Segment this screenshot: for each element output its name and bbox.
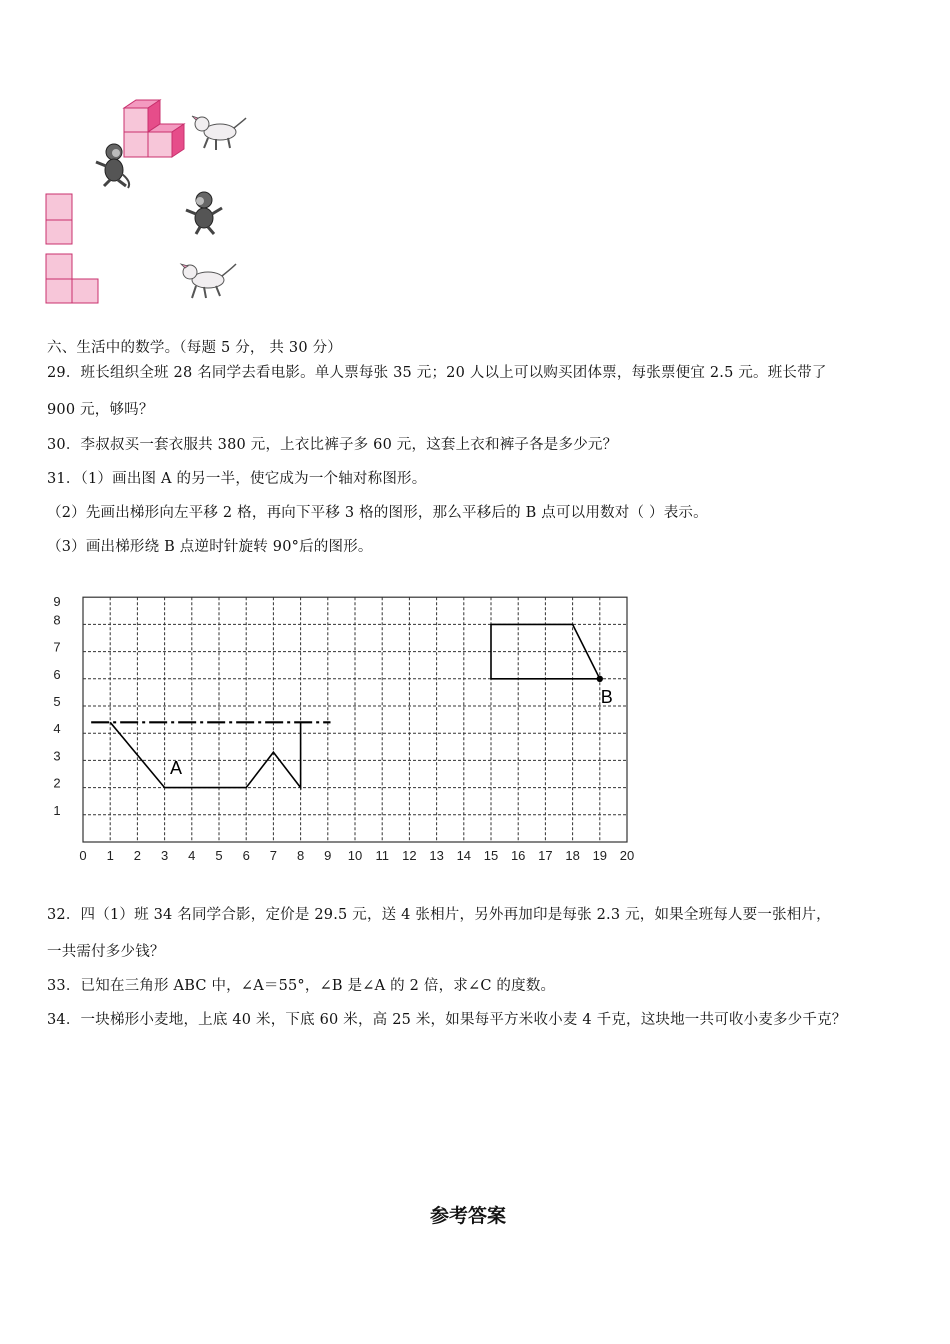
dog-icon bbox=[181, 264, 236, 298]
x-tick-label: 2 bbox=[133, 848, 142, 863]
point-b-label: B bbox=[600, 686, 613, 707]
x-tick-label: 1 bbox=[106, 848, 114, 863]
x-tick-label: 16 bbox=[510, 848, 526, 863]
x-tick-label: 17 bbox=[538, 848, 553, 863]
x-tick-label: 19 bbox=[592, 848, 608, 863]
question-32-line1: 32．四（1）班 34 名同学合影，定价是 29.5 元，送 4 张相片，另外再加印是每张 2.3 元，如果全班每人要一张相片， bbox=[47, 907, 831, 923]
figure-a-label: A bbox=[170, 758, 183, 778]
x-tick-label: 5 bbox=[215, 848, 223, 863]
question-29-line2: 900 元，够吗？ bbox=[47, 402, 154, 418]
question-31-part3: （3）画出梯形绕 B 点逆时针旋转 90°后的图形。 bbox=[47, 539, 373, 555]
monkey-icon bbox=[186, 192, 222, 234]
section-heading: 六、生活中的数学。（每题 5 分， 共 30 分） bbox=[47, 340, 342, 356]
x-tick-label: 14 bbox=[456, 848, 472, 863]
x-tick-label: 10 bbox=[347, 848, 363, 863]
cube-puzzle-svg bbox=[40, 90, 260, 310]
cube-stack bbox=[124, 100, 184, 157]
dog-icon bbox=[192, 116, 246, 150]
question-30: 30．李叔叔买一套衣服共 380 元，上衣比裤子多 60 元，这套上衣和裤子各是多少元？ bbox=[47, 437, 618, 453]
x-tick-label: 0 bbox=[79, 848, 87, 863]
y-tick-label: 1 bbox=[53, 802, 61, 818]
grid-svg bbox=[40, 572, 650, 872]
x-tick-label: 13 bbox=[429, 848, 444, 863]
x-tick-label: 7 bbox=[269, 848, 278, 863]
cube-front-face bbox=[124, 132, 148, 157]
question-34: 34．一块梯形小麦地，上底 40 米，下底 60 米，高 25 米，如果每平方米收小麦 4 千克，这块地一共可收小麦多少千克？ bbox=[47, 1012, 847, 1028]
y-tick-label: 3 bbox=[53, 748, 61, 764]
x-tick-label: 11 bbox=[375, 848, 389, 863]
y-tick-label: 4 bbox=[53, 721, 61, 737]
view-shape-vertical bbox=[46, 194, 72, 244]
x-tick-label: 12 bbox=[402, 848, 417, 863]
x-tick-label: 6 bbox=[242, 848, 250, 863]
y-tick-label: 2 bbox=[53, 775, 61, 791]
y-tick-label: 8 bbox=[53, 612, 61, 628]
question-32-line2: 一共需付多少钱？ bbox=[47, 944, 165, 960]
y-tick-label: 6 bbox=[53, 666, 61, 682]
cube-front-face bbox=[148, 132, 172, 157]
x-tick-label: 18 bbox=[565, 848, 580, 863]
cube-front-face bbox=[124, 108, 148, 132]
x-tick-label: 20 bbox=[619, 848, 635, 863]
x-tick-label: 9 bbox=[324, 848, 332, 863]
puzzle-illustration bbox=[40, 90, 260, 310]
x-tick-label: 8 bbox=[296, 848, 305, 863]
view-shape-l bbox=[46, 254, 98, 303]
y-tick-label: 9 bbox=[53, 594, 61, 610]
coordinate-grid bbox=[40, 572, 650, 876]
question-29-line1: 29．班长组织全班 28 名同学去看电影。单人票每张 35 元；20 人以上可以购买团体票，每张票便宜 2.5 元。班长带了 bbox=[47, 365, 827, 381]
question-31-part2: （2）先画出梯形向左平移 2 格，再向下平移 3 格的图形，那么平移后的 B 点可以用数对（ ）表示。 bbox=[47, 505, 708, 521]
y-tick-label: 5 bbox=[53, 694, 61, 709]
x-tick-label: 4 bbox=[188, 848, 196, 863]
figure-a bbox=[110, 722, 300, 787]
question-31-part1: 31．（1）画出图 A 的另一半，使它成为一个轴对称图形。 bbox=[47, 471, 427, 487]
x-tick-label: 3 bbox=[160, 848, 169, 863]
answer-title: 参考答案 bbox=[430, 1205, 507, 1227]
x-tick-label: 15 bbox=[483, 848, 499, 863]
y-tick-label: 7 bbox=[53, 639, 61, 655]
question-33: 33．已知在三角形 ABC 中，∠A＝55°，∠B 是∠A 的 2 倍，求∠C 的度数。 bbox=[47, 978, 556, 994]
point-b-marker bbox=[597, 676, 603, 682]
